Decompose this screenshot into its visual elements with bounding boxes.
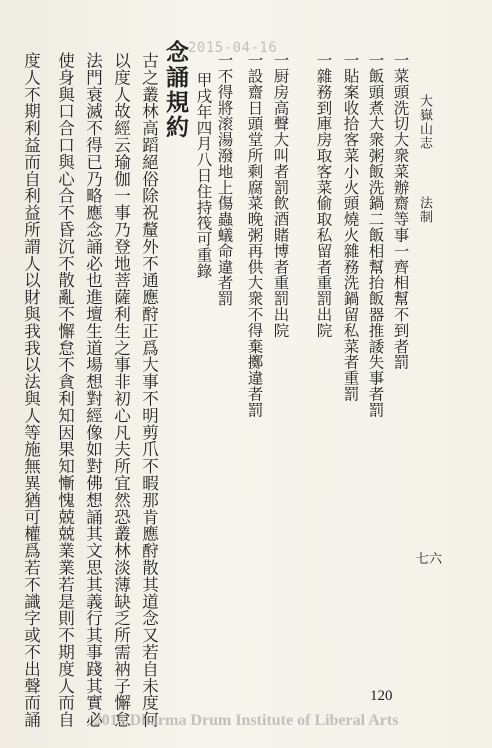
watermark-date: 2015-04-16 (188, 40, 278, 56)
footer-credit: 2015 Dharma Drum Institute of Liberal Arts (93, 712, 399, 729)
rule-line-7: 一不得將滚湯潑地上傷蟲蟻命違者罰 (215, 52, 234, 307)
page-number: 120 (370, 688, 393, 704)
rule-line-2: 一飯頭煮大衆粥飯洗鍋二飯相幫抬飯器推諉失事者罰 (366, 52, 385, 418)
date-line: 甲戌年四月八日住持筏可重錄 (194, 72, 213, 279)
rule-line-1: 一菜頭洗切大衆菜辦齋等事一齊相幫不到者罰 (391, 52, 410, 370)
body-column-4: 使身與口合口與心合不昏沉不散亂不懈怠不貪利知因果知慚愧兢兢業業若是則不期度人而自 (55, 52, 75, 728)
rule-line-3: 一貼案收拾客菜小火頭燒火雜務洗鍋留私菜者重罰 (341, 52, 360, 402)
book-title: 大嶽山志 (417, 94, 432, 150)
rule-line-4: 一雜務到庫房取客菜偷取私留者重罰出院 (314, 52, 333, 339)
body-column-5: 度人不期利益而自利益所謂人以財與我我以法與人等施無異猶可權爲若不識字或不出聲而誦 (21, 52, 41, 728)
body-column-1: 古之叢林高蹈絕俗除祝釐外不通應酧正爲大事不明剪爪不暇那肯應酧散其道念又若自未度何 (139, 52, 159, 728)
leaf-number: 七六 (416, 552, 443, 567)
section-name: 法制 (417, 196, 432, 224)
rule-line-6: 一設齋日頭堂所剩腐菜晚粥再供大衆不得棄擲違者罰 (245, 52, 264, 418)
body-column-2: 以度人故經云瑜伽一事乃登地菩薩利生之事非初心凡夫所宜然恐叢林淡薄缺乏所需衲子懈怠 (111, 52, 131, 728)
body-column-3: 法門衰滅不得已乃略應念誦必也進壇生道場想對經像如對佛想誦其文思其義行其事踐其實必 (83, 52, 103, 728)
rule-line-5: 一厨房高聲大叫者罰飲酒賭博者重罰出院 (271, 52, 290, 339)
section-title: 念誦規約 (162, 40, 189, 140)
